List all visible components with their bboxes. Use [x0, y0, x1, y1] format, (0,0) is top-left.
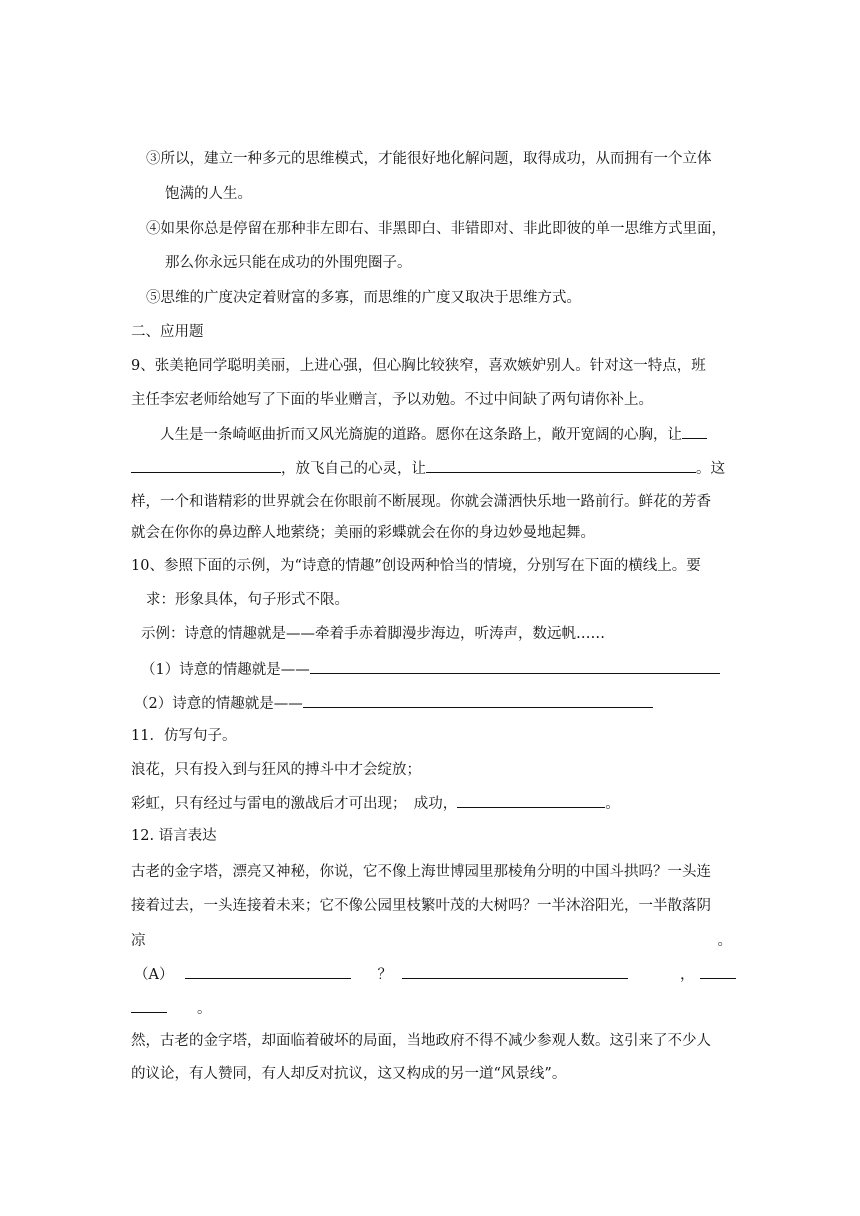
question-11-line-1: 浪花，只有投入到与狂风的搏斗中才会绽放； — [131, 762, 421, 778]
answer-blank-12-3[interactable] — [700, 964, 736, 979]
section-heading: 二、应用题 — [131, 324, 204, 340]
question-10-line-2: 求：形象具体，句子形式不限。 — [146, 592, 349, 608]
passage-text: 。 — [717, 933, 732, 949]
answer-blank-10-1[interactable] — [310, 659, 720, 674]
question-12-line-4 — [134, 964, 736, 985]
answer-blank-12-3b[interactable] — [131, 998, 167, 1013]
question-9-passage-line-4: 就会在你你的鼻边醉人地萦绕；美丽的彩蝶就会在你的身边妙曼地起舞。 — [131, 525, 595, 541]
passage-text: ，放飞自己的心灵，让 — [281, 461, 426, 477]
question-10-item-2 — [134, 693, 653, 714]
passage-text: 凉 — [131, 933, 146, 949]
question-12-line-3 — [131, 931, 732, 951]
question-12-line-6: 然，古老的金字塔，却面临着破坏的局面，当地政府不得不减少参观人数。这引来了不少人 — [131, 1033, 711, 1049]
paragraph-5: ⑤思维的广度决定着财富的多寡，而思维的广度又取决于思维方式。 — [146, 290, 581, 306]
question-12-title: 12. 语言表达 — [131, 828, 217, 844]
question-11-title: 11．仿写句子。 — [131, 728, 237, 744]
passage-text: 人生是一条崎岖曲折而又风光旖旎的道路。愿你在这条路上，敞开宽阔的心胸，让 — [160, 427, 682, 443]
answer-blank-12-2[interactable] — [402, 964, 628, 979]
passage-text: ？ — [377, 967, 392, 983]
question-12-line-7: 的议论，有人赞同，有人却反对抗议，这又构成的另一道“风景线”。 — [131, 1066, 567, 1082]
answer-blank-11[interactable] — [457, 793, 605, 808]
question-9-passage-line-1 — [160, 424, 707, 445]
paragraph-4-line-1: ④如果你总是停留在那种非左即右、非黑即白、非错即对、非此即彼的单一思维方式里面， — [146, 221, 726, 237]
question-9-line-2: 主任李宏老师给她写了下面的毕业赠言，予以劝勉。不过中间缺了两句请你补上。 — [131, 392, 653, 408]
sentence-text: 彩虹，只有经过与雷电的激战后才可出现； 成功， — [131, 796, 458, 812]
item-label: （1）诗意的情趣就是—— — [141, 662, 310, 678]
question-10-example: 示例：诗意的情趣就是——牵着手赤着脚漫步海边，听涛声，数远帆…… — [141, 626, 605, 642]
answer-blank-1a[interactable] — [682, 424, 707, 439]
answer-blank-10-2[interactable] — [303, 693, 653, 708]
question-10-line-1: 10、参照下面的示例，为“诗意的情趣”创设两种恰当的情境，分别写在下面的横线上。要 — [131, 558, 701, 574]
question-9-passage-line-3: 样，一个和谐精彩的世界就会在你眼前不断展现。你就会潇洒快乐地一路前行。鲜花的芳香 — [131, 494, 711, 510]
paragraph-3-line-1: ③所以，建立一种多元的思维模式，才能很好地化解问题，取得成功，从而拥有一个立体 — [146, 151, 712, 167]
question-10-item-1 — [141, 659, 720, 680]
question-9-passage-line-2 — [131, 458, 725, 479]
item-label: （2）诗意的情趣就是—— — [134, 696, 303, 712]
passage-text: 。这 — [696, 461, 725, 477]
question-11-line-2 — [131, 793, 620, 814]
label-a: （A） — [134, 967, 174, 983]
question-9-line-1: 9、张美艳同学聪明美丽，上进心强，但心胸比较狭窄，喜欢嫉妒别人。针对这一特点，班 — [131, 358, 706, 374]
question-12-line-2: 接着过去，一头连接着未来；它不像公园里枝繁叶茂的大树吗？一半沐浴阳光，一半散落阴 — [131, 898, 711, 914]
answer-blank-12-1[interactable] — [185, 964, 351, 979]
question-12-line-5 — [131, 998, 212, 1019]
paragraph-4-line-2: 那么你永远只能在成功的外围兜圈子。 — [165, 255, 412, 271]
answer-blank-2[interactable] — [426, 458, 696, 473]
answer-blank-1b[interactable] — [131, 458, 281, 473]
passage-text: ， — [679, 967, 695, 983]
question-12-line-1: 古老的金字塔，漂亮又神秘，你说，它不像上海世博园里那棱角分明的中国斗拱吗？一头连 — [131, 864, 711, 880]
paragraph-3-line-2: 饱满的人生。 — [165, 186, 252, 202]
sentence-text: 。 — [605, 796, 620, 812]
passage-text: 。 — [197, 1001, 212, 1017]
